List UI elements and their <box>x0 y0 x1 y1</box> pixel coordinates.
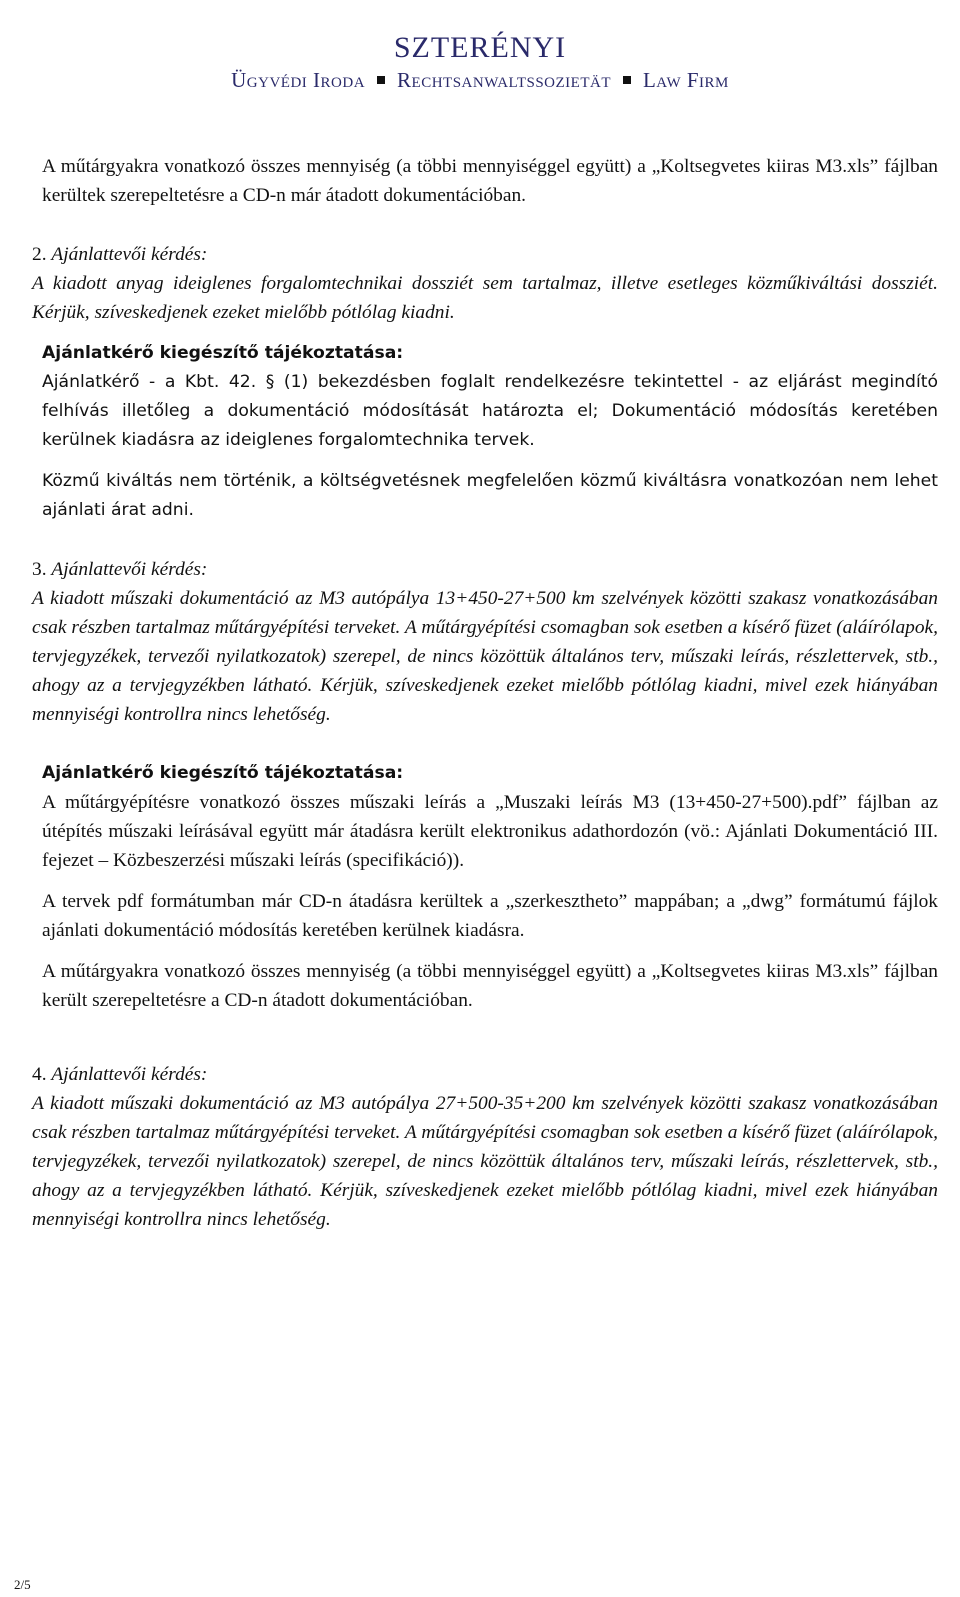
answer-3-paragraph-1: A műtárgyépítésre vonatkozó összes műszaki leírás a „Muszaki leírás M3 (13+450-27+500).pdf” fájlban az útépítés műszaki leírásával együtt már átadásra került elektronikus adathordozón (vö.: Ajánlati Dokumentáció III. fejezet – Közbeszerzési műszaki leírás (specifikáció)). <box>42 792 938 871</box>
firm-subtitle-de: Rechtsanwaltssozietät <box>397 68 611 92</box>
square-bullet-icon <box>623 76 631 84</box>
firm-subtitle-hu: Ügyvédi Iroda <box>231 68 366 92</box>
answer-3-paragraph-3: A műtárgyakra vonatkozó összes mennyiség (a többi mennyiséggel együtt) a „Koltsegvetes kiiras M3.xls” fájlban került szerepeltetésre a CD-n átadott dokumentációban. <box>42 961 938 1011</box>
answer-2-heading: Ajánlatkérő kiegészítő tájékoztatása: <box>42 343 404 363</box>
firm-name: SZTERÉNYI <box>393 31 567 64</box>
answer-3-paragraph-2: A tervek pdf formátumban már CD-n átadásra kerültek a „szerkesztheto” mappában; a „dwg” formátumú fájlok ajánlati dokumentáció módosítás keretében kerülnek kiadásra. <box>42 891 938 941</box>
firm-subtitle <box>0 66 960 94</box>
answer-3-heading: Ajánlatkérő kiegészítő tájékoztatása: <box>42 763 404 783</box>
question-number: 3. <box>32 559 47 580</box>
question-title: Ajánlattevői kérdés: <box>51 559 208 580</box>
answer-2-paragraph-2: Közmű kiváltás nem történik, a költségvetésnek megfelelően közmű kiváltásra vonatkozóan nem lehet ajánlati árat adni. <box>42 471 938 520</box>
question-4-heading <box>32 1060 938 1089</box>
firm-subtitle-en: Law Firm <box>642 68 729 92</box>
question-number: 2. <box>32 244 47 265</box>
question-3-heading <box>32 555 938 584</box>
question-2-text: A kiadott anyag ideiglenes forgalomtechnikai dossziét sem tartalmaz, illetve esetleges közműkiváltási dossziét. Kérjük, szíveskedjenek ezeket mielőbb pótlólag kiadni. <box>32 273 938 323</box>
letterhead <box>0 30 960 94</box>
answer-2-paragraph-1: Ajánlatkérő - a Kbt. 42. § (1) bekezdésben foglalt rendelkezésre tekintettel - az eljárást megindító felhívás illetőleg a dokumentáció módosítását határozta el; Dokumentáció módosítás keretében kerülnek kiadásra az ideiglenes forgalomtechnika tervek. <box>42 372 938 450</box>
question-3-text: A kiadott műszaki dokumentáció az M3 autópálya 13+450-27+500 km szelvények közötti szakasz vonatkozásában csak részben tartalmaz műtárgyépítési terveket. A műtárgyépítési csomagban sok esetben a kísérő füzet (aláírólapok, tervjegyzékek, tervezői nyilatkozatok) szerepel, de nincs közöttük általános terv, műszaki leírás, részlettervek, stb., ahogy az a tervjegyzékben látható. Kérjük, szíveskedjenek ezeket mielőbb pótlólag kiadni, mivel ezek hiányában mennyiségi kontrollra nincs lehetőség. <box>32 588 938 725</box>
question-title: Ajánlattevői kérdés: <box>51 244 208 265</box>
question-number: 4. <box>32 1064 47 1085</box>
square-bullet-icon <box>377 76 385 84</box>
document-body <box>32 152 938 1234</box>
question-title: Ajánlattevői kérdés: <box>51 1064 208 1085</box>
page-number: 2/5 <box>14 1577 31 1592</box>
question-2-heading <box>32 240 938 269</box>
intro-paragraph: A műtárgyakra vonatkozó összes mennyiség (a többi mennyiséggel együtt) a „Koltsegvetes kiiras M3.xls” fájlban kerültek szerepeltetésre a CD-n már átadott dokumentációban. <box>42 156 938 206</box>
question-4-text: A kiadott műszaki dokumentáció az M3 autópálya 27+500-35+200 km szelvények közötti szakasz vonatkozásában csak részben tartalmaz műtárgyépítési terveket. A műtárgyépítési csomagban sok esetben a kísérő füzet (aláírólapok, tervjegyzékek, tervezői nyilatkozatok) szerepel, de nincs közöttük általános terv, műszaki leírás, részlettervek, stb., ahogy az a tervjegyzékben látható. Kérjük, szíveskedjenek ezeket mielőbb pótlólag kiadni, mivel ezek hiányában mennyiségi kontrollra nincs lehetőség. <box>32 1093 938 1230</box>
